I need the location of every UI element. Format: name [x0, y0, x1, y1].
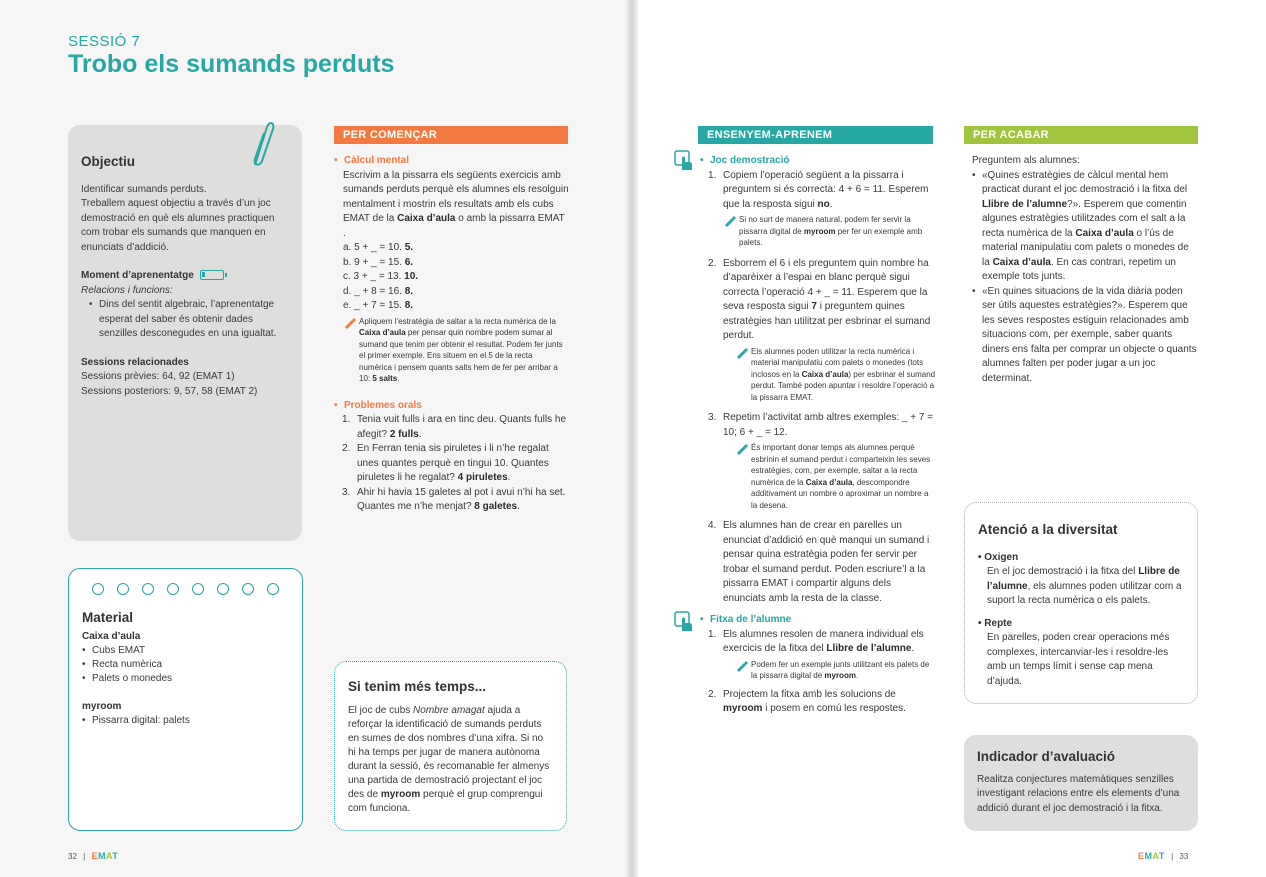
item-number: 3. — [708, 412, 717, 423]
teach-note — [735, 346, 936, 404]
item-number: 1. — [342, 414, 351, 425]
intro-bold: Caixa d’aula — [397, 213, 456, 224]
objective-box — [68, 125, 302, 541]
finish-column — [972, 154, 1198, 386]
note-text: Els alumnes poden utilitzar la recta numèrica i material manipulatiu com palets o monedes (tots inclosos en la — [751, 346, 924, 379]
exercise-item — [343, 285, 570, 300]
problem-text: Ahir hi havia 15 galetes al pot i avui n’hi ha set. Quantes me n’he menjat? — [357, 486, 566, 512]
problem-text: En Ferran tenia sis piruletes i li n’he regalat unes quantes perquè en tingui 10. Quantes piruletes li he regalat? — [357, 443, 549, 483]
finish-intro: Preguntem als alumnes: — [972, 155, 1080, 166]
finish-list — [972, 169, 1198, 387]
logo-letter: T — [112, 851, 119, 861]
teach-bar: ENSENYEM-APRENEM — [698, 126, 933, 144]
text: El joc de cubs — [348, 705, 414, 716]
indicator-text: Realitza conjectures matemàtiques senzilles investigant relacions entre els elements d’una addició durant el joc demostració i la fitxa. — [977, 773, 1180, 814]
note-bold: 5 salts — [372, 374, 398, 383]
step-bold: 7 — [811, 301, 817, 312]
teach-note — [735, 442, 936, 511]
sessions-prev: Sessions prèvies: 64, 92 (EMAT 1) — [81, 371, 235, 382]
exercise-item — [343, 241, 570, 256]
page-number: 32 — [68, 852, 77, 861]
ring-icon — [267, 583, 279, 595]
sessions-next: Sessions posteriors: 9, 57, 58 (EMAT 2) — [81, 385, 258, 397]
step-bold: myroom — [723, 703, 763, 714]
pencil-icon — [723, 214, 736, 227]
step-bold: Llibre de l’alumne — [826, 643, 912, 654]
item-number: 3. — [342, 486, 351, 498]
sessions-title: Sessions relacionades — [81, 356, 189, 368]
oral-problems-title: • Problemes orals — [334, 399, 570, 414]
text: o l’ús de material manipulatiu com palets o monedes de la — [982, 227, 1189, 268]
problem-end: . — [517, 501, 520, 512]
relations-item: • Dins del sentit algebraic, l’aprenentatge esperat del saber és obtenir dades senzilles desconegudes en una igualtat. — [89, 298, 288, 342]
text: ?». Esperem que comentin algunes estratègies utilitzades com el salt a la recta numèrica de la — [982, 198, 1187, 239]
note-bold: myroom — [824, 671, 856, 680]
pencil-icon — [735, 346, 748, 359]
text: . En cas contrari, repetim un exemple tots junts. — [982, 256, 1176, 282]
page-title: Trobo els sumands perduts — [68, 50, 395, 78]
material-group1-title: Caixa d’aula — [82, 631, 141, 642]
oral-problem — [334, 413, 570, 442]
relations-label: Relacions i funcions: — [81, 284, 173, 296]
note-text: . — [855, 671, 859, 680]
oxigen-label: Oxigen — [984, 551, 1019, 563]
note-text: ) per esbrinar el sumand perdut. També poden apuntar i resoldre l’operació a la pissarra EMAT. — [751, 369, 936, 402]
ring-icon — [192, 583, 204, 595]
ring-icon — [117, 583, 129, 595]
pencil-icon — [735, 442, 748, 455]
text: , els alumnes poden utilitzar com a suport la recta numèrica o els palets. — [987, 580, 1182, 606]
exercise-a: 5. — [404, 242, 414, 253]
material-item: • Cubs EMAT — [82, 644, 288, 658]
text-bold: Llibre de l’alumne — [987, 566, 1180, 592]
text: «Quines estratègies de càlcul mental hem practicat durant el joc demostració i la fitxa del — [982, 169, 1188, 195]
ring-icon — [167, 583, 179, 595]
start-column — [334, 154, 570, 515]
sheet-step — [700, 688, 936, 717]
text: ajuda a reforçar la identificació de sumands perduts en sumes de dos nombres d’una xifra. Si no hi ha temps per jugar de manera autònoma durant la sessió, és recomanable fer almenys una partida de demostració projectant el joc des de — [348, 705, 550, 800]
step-text: . — [911, 643, 915, 654]
material-item: • Palets o monedes — [82, 672, 288, 686]
repte-text: En parelles, poden crear operacions més complexes, intercanviar-les i resoldre-les amb un temps límit i sense cap mena d’ajuda. — [987, 632, 1170, 687]
teach-note — [723, 214, 936, 249]
logo-letter: A — [1152, 851, 1159, 861]
note-bold: myroom — [803, 226, 836, 236]
problem-text: Tenia vuit fulls i ara en tinc deu. Quants fulls he afegit? — [357, 414, 567, 440]
emat-logo — [1138, 851, 1165, 861]
text-bold: Caixa d’aula — [1075, 227, 1134, 239]
text-bold: Caixa d’aula — [992, 256, 1051, 268]
text-bold: Llibre de l’alumne — [982, 198, 1068, 210]
note-text: per pensar quin nombre podem sumar al sumand que tenim per obtenir el resultat. Podem fer junts el primer exemple. Ens situem en el 5 de la recta numèrica i pensem quants salts hem de fer per arribar a 10: — [359, 328, 563, 383]
step-text: Projectem la fitxa amb les solucions de — [723, 688, 896, 700]
notebook-rings — [92, 583, 288, 595]
sheet-note — [735, 659, 936, 682]
teach-steps — [700, 169, 936, 607]
exercise-q: d. _ + 8 = 16. — [343, 285, 405, 297]
start-bar: PER COMENÇAR — [334, 126, 568, 144]
footer-separator: | — [1171, 852, 1174, 861]
exercise-q: a. 5 + _ = 10. — [343, 242, 405, 253]
item-number: 2. — [342, 443, 351, 454]
problem-answer: 8 galetes — [474, 501, 518, 512]
exercise-a: 6. — [404, 256, 414, 268]
ring-icon — [242, 583, 254, 595]
objective-title: Objectiu — [81, 154, 136, 169]
indicator-title: Indicador d’avaluació — [977, 749, 1116, 764]
material-title: Material — [82, 610, 134, 625]
item-number: 4. — [708, 520, 717, 531]
teach-step — [700, 519, 936, 606]
problem-answer: 2 fulls — [389, 428, 419, 440]
logo-letter: E — [91, 851, 98, 861]
oral-problem — [334, 442, 570, 486]
teach-step — [700, 169, 936, 249]
note-text: Podem fer un exemple junts utilitzant els palets de la pissarra digital de — [751, 659, 930, 680]
footer-right — [1138, 851, 1188, 861]
exercise-a: 8. — [404, 285, 414, 297]
more-time-title: Si tenim més temps... — [348, 679, 487, 694]
moment-title — [81, 269, 288, 284]
objective-text-2: Treballem aquest objectiu a través d’un joc demostració en què els alumnes practiquen com trobar els sumands que manquen en enunciats d’addició. — [81, 198, 275, 253]
oral-problem — [334, 486, 570, 515]
more-time-box — [334, 661, 567, 831]
step-text: i posem en comú les respostes. — [762, 703, 906, 714]
material-item: • Recta numèrica — [82, 658, 288, 672]
note-bold: Caixa d’aula — [805, 477, 853, 487]
diversity-title: Atenció a la diversitat — [978, 522, 1118, 537]
mental-calc-intro — [334, 169, 570, 242]
repte-title: • Repte — [978, 617, 1013, 629]
note-text: Si no surt de manera natural, podem fer servir la pissarra digital de — [739, 215, 911, 236]
exercise-q: e. _ + 7 = 15. — [343, 300, 405, 311]
text-bold: myroom — [380, 789, 421, 800]
pencil-icon — [343, 316, 356, 329]
finish-bar: PER ACABAR — [964, 126, 1198, 144]
material-box — [68, 568, 303, 831]
note-text: per fer un exemple amb palets. — [739, 226, 923, 247]
material-item: • Pissarra digital: palets — [82, 714, 288, 728]
exercise-item — [343, 270, 570, 285]
finish-item: • «En quines situacions de la vida diària poden ser útils aquestes estratègies?». Esperem que les seves respostes estiguin relacionades amb situacions com, per exemple, saber quants diners ens falta per comprar un objecte o quants alumnes falten per poder jugar a un joc determinat. — [972, 285, 1198, 387]
exercise-a: 10. — [404, 271, 419, 282]
oxigen-text — [978, 565, 1185, 609]
exercise-q: b. 9 + _ = 15. — [343, 256, 405, 268]
step-bold: no — [817, 198, 830, 210]
item-number: 1. — [708, 169, 717, 181]
teach-step — [700, 257, 936, 404]
pencil-icon — [735, 659, 748, 672]
paperclip-icon — [245, 117, 277, 169]
note-text: . — [397, 374, 400, 383]
problem-end: . — [507, 472, 511, 483]
sheet-steps — [700, 628, 936, 717]
problem-end: . — [418, 428, 422, 440]
exercise-a: 8. — [404, 300, 414, 311]
hand-pointer-icon — [674, 150, 696, 172]
step-text: Els alumnes han de crear en parelles un enunciat d’addició en què manqui un sumand i pensar quina estratègia poden fer servir per trobar el sumand perdut. Poden escriure’l a la pissarra EMAT i compartir alguns dels enunciats amb la resta de la classe. — [723, 520, 930, 604]
step-text: Repetim l’activitat amb altres exemples: _ + 7 = 10; 6 + _ = 12. — [723, 412, 934, 438]
intro-text: Escrivim a la pissarra els següents exercicis amb sumands perduts perquè els alumnes els resolguin mentalment i mostrin els resultats amb els cubs EMAT de la — [343, 169, 569, 224]
logo-letter: M — [97, 851, 106, 861]
oxigen-title: • Oxigen — [978, 551, 1019, 563]
step-text: Esborrem el 6 i els preguntem quin nombre ha d’aparèixer a l’espai en blanc perquè sigui correcta l’operació 4 + _ = 11. Esperem que la seva resposta sigui — [723, 257, 929, 312]
ring-icon — [217, 583, 229, 595]
material-group2-title: myroom — [82, 701, 122, 712]
repte-label: Repte — [984, 617, 1013, 629]
intro-text: o amb la pissarra EMAT . — [343, 213, 565, 239]
exercise-item — [343, 299, 570, 314]
note-bold: Caixa d’aula — [359, 328, 406, 337]
logo-letter: T — [1158, 851, 1165, 861]
indicator-box — [964, 735, 1198, 831]
ring-icon — [92, 583, 104, 595]
step-text: i preguntem quines estratègies han utilitzat per esbrinar el sumand perdut. — [723, 301, 931, 341]
note-bold: Caixa d’aula — [801, 369, 849, 379]
item-number: 2. — [708, 688, 717, 700]
exercise-item — [343, 256, 570, 271]
step-text: Copiem l’operació següent a la pissarra i preguntem si és correcta: 4 + 6 = 11. Esperem que la resposta sigui — [723, 169, 929, 210]
exercise-q: c. 3 + _ = 13. — [343, 271, 405, 282]
footer-left — [68, 851, 118, 861]
more-time-text — [348, 704, 552, 816]
step-text: . — [829, 198, 833, 210]
teach-step — [700, 411, 936, 511]
ring-icon — [142, 583, 154, 595]
page-number: 33 — [1179, 852, 1189, 861]
moment-title-text: Moment d’aprenentatge — [81, 270, 194, 281]
game-name: Nombre amagat — [413, 705, 485, 716]
exercise-list — [334, 241, 570, 314]
item-number: 2. — [708, 257, 717, 269]
mental-calc-title: • Càlcul mental — [334, 154, 570, 169]
text: perquè el grup comprengui com funciona. — [348, 789, 543, 814]
objective-text-1: Identificar sumands perduts. — [81, 183, 207, 195]
logo-letter: E — [1138, 851, 1145, 861]
logo-letter: A — [105, 851, 113, 861]
oral-problems-list — [334, 413, 570, 515]
session-label: SESSIÓ 7 — [68, 33, 141, 50]
calc-note — [343, 316, 564, 385]
sheet-step — [700, 628, 936, 682]
item-number: 1. — [708, 628, 717, 640]
logo-letter: M — [1144, 851, 1153, 861]
emat-logo — [91, 851, 118, 861]
text: En el joc demostració i la fitxa del — [987, 566, 1139, 577]
step-text: Els alumnes resolen de manera individual els exercicis de la fitxa del — [723, 628, 924, 654]
problem-answer: 4 piruletes — [457, 472, 508, 483]
teach-column — [700, 154, 936, 717]
note-text: Apliquem l’estratègia de saltar a la recta numèrica de la — [359, 316, 556, 326]
finish-item — [972, 169, 1198, 285]
battery-icon — [200, 270, 224, 280]
book-gutter — [626, 0, 638, 877]
footer-separator: | — [83, 852, 86, 861]
student-sheet-title: • Fitxa de l’alumne — [700, 613, 936, 628]
diversity-box — [964, 502, 1198, 704]
hand-pointer-icon — [674, 611, 696, 633]
note-text: És important donar temps als alumnes perquè esbrinin el sumand perdut i comparteixin les seves estratègies, com, per exemple, saltar a la recta numèrica de la — [751, 443, 931, 487]
note-text: , descompondre additivament un nombre o aproximar un nombre a la desena. — [751, 477, 929, 510]
game-demo-title: • Joc demostració — [700, 154, 936, 169]
